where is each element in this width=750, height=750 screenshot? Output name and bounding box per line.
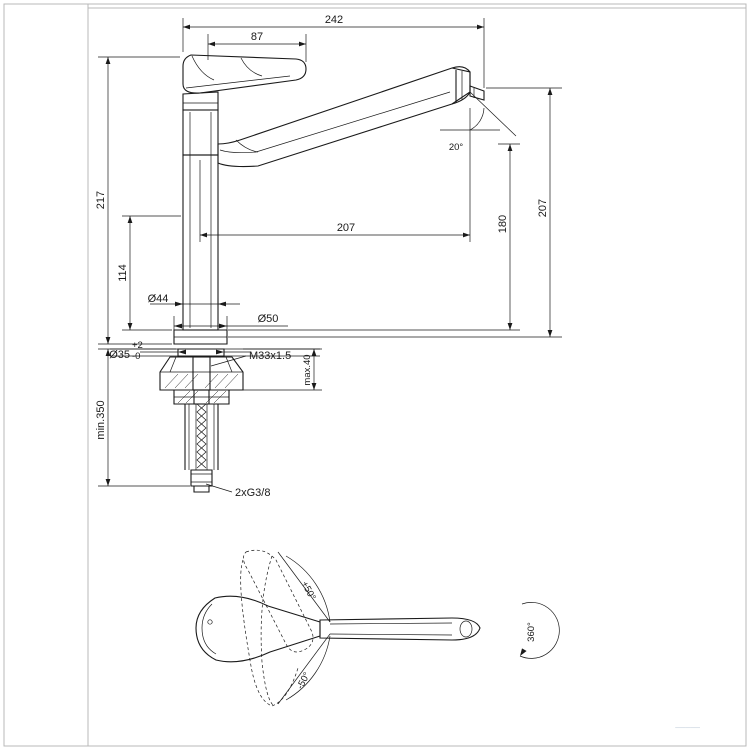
dim-swivel-full: 360° (526, 622, 537, 642)
dim-base-diameter: Ø50 (257, 313, 279, 325)
dim-hole-tol-upper: +2 (132, 340, 143, 351)
dim-spout-height-right: 207 (537, 198, 549, 218)
dim-hole-tol-lower: -0 (132, 351, 141, 362)
dim-min-clearance: min.350 (95, 400, 107, 440)
dim-spout-angle: 20° (448, 142, 464, 153)
plan-view (196, 550, 559, 706)
dim-overall-width: 242 (324, 14, 344, 26)
dim-spout-vertical: 180 (497, 214, 509, 234)
dim-swivel-left: -50° (294, 670, 313, 692)
elevation-view (110, 55, 484, 492)
dim-max-thickness: max.40 (302, 354, 313, 386)
dimension-lines-elevation (95, 14, 562, 499)
label-connection: 2xG3/8 (235, 487, 271, 499)
dim-body-diameter: Ø44 (147, 293, 169, 305)
dim-handle-width: 87 (250, 31, 264, 43)
dim-total-height: 217 (95, 190, 107, 210)
watermark: ───── (675, 725, 700, 732)
dim-lever-height: 114 (117, 264, 129, 282)
label-thread-spec: M33x1.5 (249, 350, 292, 362)
dim-hole-diameter: Ø35 (109, 349, 130, 361)
dim-spout-reach: 207 (336, 222, 356, 234)
dim-swivel-right: +50° (298, 579, 318, 603)
